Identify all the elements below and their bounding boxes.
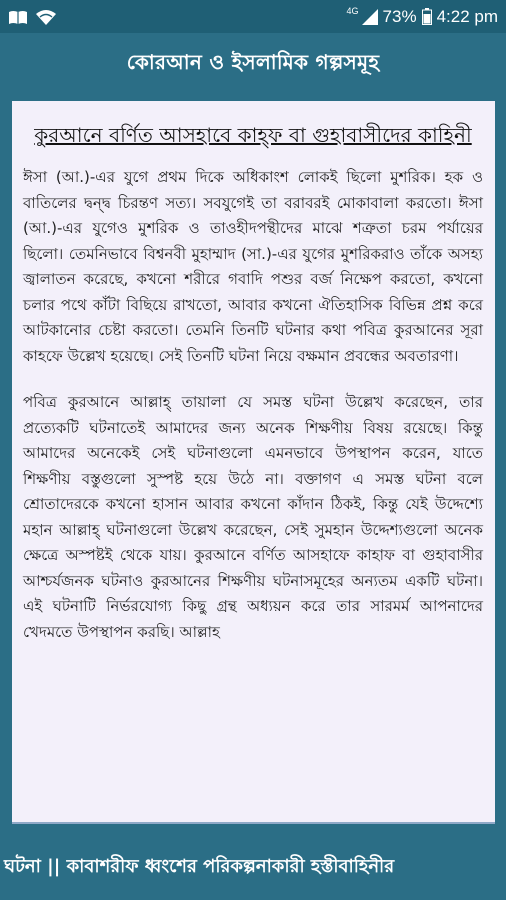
status-bar-left xyxy=(8,9,56,25)
app-bar xyxy=(0,33,506,96)
status-bar xyxy=(0,0,506,33)
bottom-ticker[interactable] xyxy=(0,840,506,894)
clock-time: 4:22 pm xyxy=(436,6,498,26)
article-content[interactable] xyxy=(12,101,495,824)
battery-percent: 73% xyxy=(382,6,417,26)
battery-icon xyxy=(422,8,432,25)
status-bar-right xyxy=(347,7,498,27)
signal-icon xyxy=(362,9,378,25)
network-type: 4G xyxy=(346,6,359,16)
reader-icon xyxy=(8,9,28,25)
article-paragraph: পবিত্র কুরআনে আল্লাহ্‌ তায়ালা যে সমস্ত ঘটনা উল্লেখ করেছেন, তার প্রত্যেকটি ঘটনাতেই আমাদের জন্য অনেক শিক্ষণীয় বিষয় রয়েছে। কিন্তু আমাদের অনেকেই সেই ঘটনাগুলো এমনভাবে উপস্থাপন করেন, যাতে শিক্ষণীয় বস্তুগুলো সুস্পষ্ট হয়ে উঠে না। বক্তাগণ এ সমস্ত ঘটনা বলে শ্রোতাদেরকে কখনো হাসান আবার কখনো কাঁদান ঠিকই, কিন্তু যেই উদ্দেশ্যে মহান আল্লাহ্‌ ঘটনাগুলো উল্লেখ করেছেন, সেই সুমহান উদ্দেশ্যগুলো অনেক ক্ষেত্রে অস্পষ্টই থেকে যায়। কুরআনে বর্ণিত আসহাফে কাহাফ বা গুহাবাসীর আশ্চর্যজনক ঘটনাও কুরআনের শিক্ষণীয় ঘটনাসমূহের অন্যতম একটি ঘটনা। এই ঘটনাটি নির্ভরযোগ্য কিছু গ্রন্থ অধ্যয়ন করে তার সারমর্ম আপনাদের খেদমতে উপস্থাপন করছি। আল্লাহ xyxy=(23,393,483,641)
ticker-text[interactable]: ঘটনা || কাবাশরীফ ধ্বংশের পরিকল্পনাকারী হস্তীবাহিনীর xyxy=(4,855,395,877)
wifi-icon xyxy=(36,9,56,25)
article-paragraph: ঈসা (আ.)-এর যুগে প্রথম দিকে অধিকাংশ লোকই ছিলো মুশরিক। হক ও বাতিলের দ্বন্দ্ব চিরন্তণ সত্য। সবযুগেই তা বরাবরই মোকাবালা করতো। ঈসা (আ.)-এর যুগেও মুশরিক ও তাওহীদপন্থীদের মাঝে শত্রুতা চরম পর্যায়ের ছিলো। তেমনিভাবে বিশ্বনবী মুহাম্মাদ (সা.)-এর যুগের মুশরিকরাও তাঁকে অসহ্য জ্বালাতন করেছে, কখনো শরীরে গবাদি পশুর বর্জ নিক্ষেপ করতো, কখনো চলার পথে কাঁটা বিছিয়ে রাখতো, আবার কখনো ঐতিহাসিক বিভিন্ন প্রশ্ন করে আটকানোর চেষ্টা করতো। তেমনি তিনটি ঘটনার কথা পবিত্র কুরআনের সূরা কাহফে উল্লেখ হয়েছে। সেই তিনটি ঘটনা নিয়ে বক্ষমান প্রবন্ধের অবতারণা। xyxy=(23,168,483,365)
app-title: কোরআন ও ইসলামিক গল্পসমূহ xyxy=(126,50,380,74)
article-title: কুরআনে বর্ণিত আসহাবে কাহ্‌ফ বা গুহাবাসীদের কাহিনী xyxy=(34,123,472,147)
